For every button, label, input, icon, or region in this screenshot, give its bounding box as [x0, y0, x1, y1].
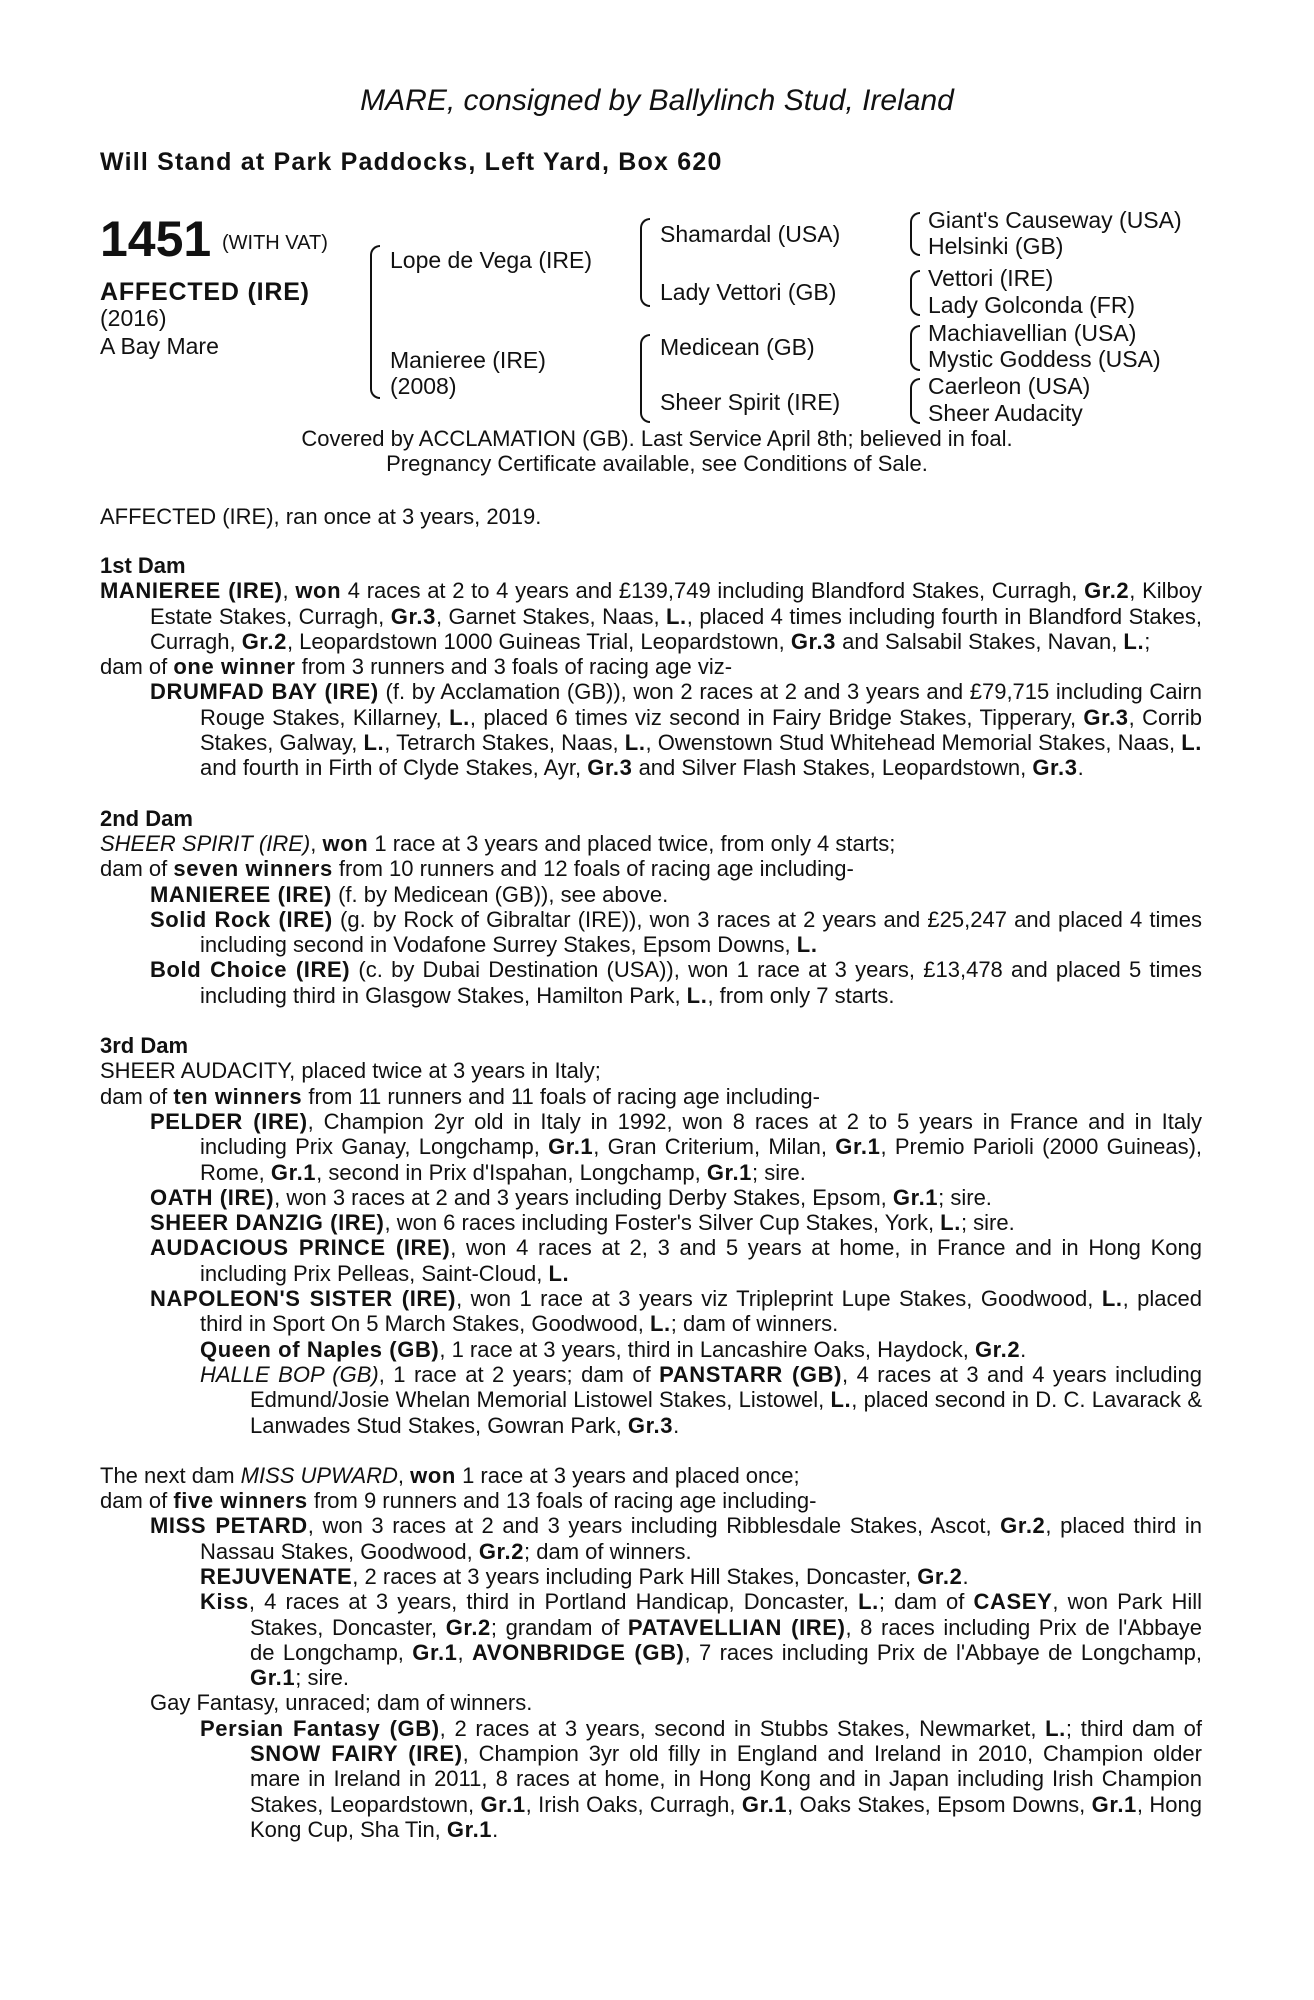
second-dam-produce-2: Solid Rock (IRE) (g. by Rock of Gibraltar (IRE)), won 3 races at 2 years and £25,247 and placed 4 times including second in Vodafone Surrey Stakes, Epsom Downs, L. — [150, 906, 1202, 958]
brace-gen3-3 — [910, 325, 920, 371]
pedigree-g5: Machiavellian (USA) — [928, 320, 1137, 346]
first-dam-heading: 1st Dam — [100, 553, 186, 578]
pedigree-dam-dam: Sheer Spirit (IRE) — [660, 389, 841, 415]
pedigree-g4: Lady Golconda (FR) — [928, 292, 1136, 318]
pedigree-sire-sire: Shamardal (USA) — [660, 221, 841, 247]
pedigree-g3: Vettori (IRE) — [928, 265, 1054, 291]
third-dam-produce-summary: dam of ten winners from 11 runners and 11 foals of racing age including- — [100, 1083, 820, 1109]
vat-note: (WITH VAT) — [222, 232, 328, 254]
fourth-dam-produce-1: MISS PETARD, won 3 races at 2 and 3 years including Ribblesdale Stakes, Ascot, Gr.2, placed third in Nassau Stakes, Goodwood, Gr.2; dam of winners. — [150, 1513, 1202, 1564]
third-dam-produce-3: SHEER DANZIG (IRE), won 6 races including Foster's Silver Cup Stakes, York, L.; sire. — [150, 1210, 1015, 1236]
fourth-dam-grandproduce-1: REJUVENATE, 2 races at 3 years including Park Hill Stakes, Doncaster, Gr.2. — [200, 1563, 969, 1589]
third-dam-produce-2: OATH (IRE), won 3 races at 2 and 3 years including Derby Stakes, Epsom, Gr.1; sire. — [150, 1184, 992, 1210]
second-dam-record: SHEER SPIRIT (IRE), won 1 race at 3 years and placed twice, from only 4 starts; — [100, 830, 896, 856]
brace-gen3-1 — [910, 212, 920, 256]
pedigree-g8: Sheer Audacity — [928, 400, 1083, 426]
fourth-dam-record: The next dam MISS UPWARD, won 1 race at 3 years and placed once; — [100, 1462, 800, 1488]
horse-year: (2016) — [100, 305, 167, 331]
brace-gen1 — [370, 245, 380, 399]
pedigree-g1: Giant's Causeway (USA) — [928, 207, 1182, 233]
covered-note: Covered by ACCLAMATION (GB). Last Service April 8th; believed in foal. — [301, 426, 1013, 451]
lot-number: 1451 — [100, 211, 212, 267]
pedigree-sire-dam: Lady Vettori (GB) — [660, 279, 837, 305]
first-dam-record: MANIEREE (IRE), won 4 races at 2 to 4 years and £139,749 including Blandford Stakes, Curragh, Gr.2, Kilboy Estate Stakes, Curragh, Gr.3, Garnet Stakes, Naas, L., placed 4 times including fourth in Blandford Stakes, Curragh, Gr.2, Leopardstown 1000 Guineas Trial, Leopardstown, Gr.3 and Salsabil Stakes, Navan, L.; — [100, 578, 1202, 654]
first-dam-produce: DRUMFAD BAY (IRE) (f. by Acclamation (GB)), won 2 races at 2 and 3 years and £79,715 including Cairn Rouge Stakes, Killarney, L., placed 6 times viz second in Fairy Bridge Stakes, Tipperary, Gr.3, Corrib Stakes, Galway, L., Tetrarch Stakes, Naas, L., Owenstown Stud Whitehead Memorial Stakes, Naas, L. and fourth in Firth of Clyde Stakes, Ayr, Gr.3 and Silver Flash Stakes, Leopardstown, Gr.3. — [150, 679, 1202, 781]
brace-gen2-top — [640, 218, 650, 307]
race-summary: AFFECTED (IRE), ran once at 3 years, 2019. — [100, 504, 542, 529]
pedigree-g2: Helsinki (GB) — [928, 233, 1064, 259]
second-dam-produce-3: Bold Choice (IRE) (c. by Dubai Destination (USA)), won 1 race at 3 years, £13,478 and placed 5 times including third in Glasgow Stakes, Hamilton Park, L., from only 7 starts. — [150, 957, 1202, 1008]
third-dam-grandproduce-1: Queen of Naples (GB), 1 race at 3 years, third in Lancashire Oaks, Haydock, Gr.2. — [200, 1336, 1027, 1362]
catalogue-title: MARE, consigned by Ballylinch Stud, Ireland — [360, 84, 954, 117]
pedigree-dam-sire: Medicean (GB) — [660, 334, 815, 360]
fourth-dam-grandproduce-3: Persian Fantasy (GB), 2 races at 3 years, second in Stubbs Stakes, Newmarket, L.; third dam of SNOW FAIRY (IRE), Champion 3yr old filly in England and Ireland in 2010, Champion older mare in Ireland in 2011, 8 races at home, in Hong Kong and in Japan including Irish Champion Stakes, Leopardstown, Gr.1, Irish Oaks, Curragh, Gr.1, Oaks Stakes, Epsom Downs, Gr.1, Hong Kong Cup, Sha Tin, Gr.1. — [200, 1715, 1203, 1842]
pedigree-dam: Manieree (IRE) — [390, 347, 546, 373]
pregnancy-note: Pregnancy Certificate available, see Conditions of Sale. — [386, 451, 928, 476]
pedigree-g6: Mystic Goddess (USA) — [928, 346, 1161, 372]
third-dam-grandproduce-2: HALLE BOP (GB), 1 race at 2 years; dam of PANSTARR (GB), 4 races at 3 and 4 years including Edmund/Josie Whelan Memorial Listowel Stakes, Listowel, L., placed second in D. C. Lavarack & Lanwades Stud Stakes, Gowran Park, Gr.3. — [200, 1361, 1202, 1438]
second-dam-produce-1: MANIEREE (IRE) (f. by Medicean (GB)), see above. — [150, 881, 669, 907]
third-dam-produce-1: PELDER (IRE), Champion 2yr old in Italy in 1992, won 8 races at 2 to 5 years in France and in Italy including Prix Ganay, Longchamp, Gr.1, Gran Criterium, Milan, Gr.1, Premio Parioli (2000 Guineas), Rome, Gr.1, second in Prix d'Ispahan, Longchamp, Gr.1; sire. — [150, 1108, 1203, 1185]
horse-name: AFFECTED (IRE) — [100, 278, 310, 306]
pedigree-dam-year: (2008) — [390, 373, 457, 399]
fourth-dam-produce-summary: dam of five winners from 9 runners and 13 foals of racing age including- — [100, 1488, 817, 1514]
stand-location: Will Stand at Park Paddocks, Left Yard, Box 620 — [100, 148, 723, 176]
second-dam-produce-summary: dam of seven winners from 10 runners and 12 foals of racing age including- — [100, 856, 854, 882]
pedigree-sire: Lope de Vega (IRE) — [390, 247, 593, 273]
brace-gen2-bottom — [640, 334, 650, 423]
pedigree-g7: Caerleon (USA) — [928, 373, 1091, 399]
first-dam-produce-summary: dam of one winner from 3 runners and 3 foals of racing age viz- — [100, 654, 733, 680]
horse-description: A Bay Mare — [100, 333, 219, 359]
second-dam-heading: 2nd Dam — [100, 805, 193, 831]
third-dam-heading: 3rd Dam — [100, 1033, 189, 1059]
brace-gen3-4 — [910, 378, 920, 424]
third-dam-produce-4: AUDACIOUS PRINCE (IRE), won 4 races at 2, 3 and 5 years at home, in France and in Hong Kong including Prix Pelleas, Saint-Cloud, L. — [150, 1235, 1202, 1286]
third-dam-produce-5: NAPOLEON'S SISTER (IRE), won 1 race at 3 years viz Tripleprint Lupe Stakes, Goodwood, L., placed third in Sport On 5 March Stakes, Goodwood, L.; dam of winners. — [150, 1286, 1202, 1337]
dam-record — [100, 553, 1202, 1842]
third-dam-record: SHEER AUDACITY, placed twice at 3 years in Italy; — [100, 1058, 601, 1084]
fourth-dam-grandproduce-2: Kiss, 4 races at 3 years, third in Portland Handicap, Doncaster, L.; dam of CASEY, won Park Hill Stakes, Doncaster, Gr.2; grandam of PATAVELLIAN (IRE), 8 races including Prix de l'Abbaye de Longchamp, Gr.1, AVONBRIDGE (GB), 7 races including Prix de l'Abbaye de Longchamp, Gr.1; sire. — [200, 1589, 1203, 1691]
fourth-dam-produce-2: Gay Fantasy, unraced; dam of winners. — [150, 1690, 533, 1716]
brace-gen3-2 — [910, 270, 920, 316]
